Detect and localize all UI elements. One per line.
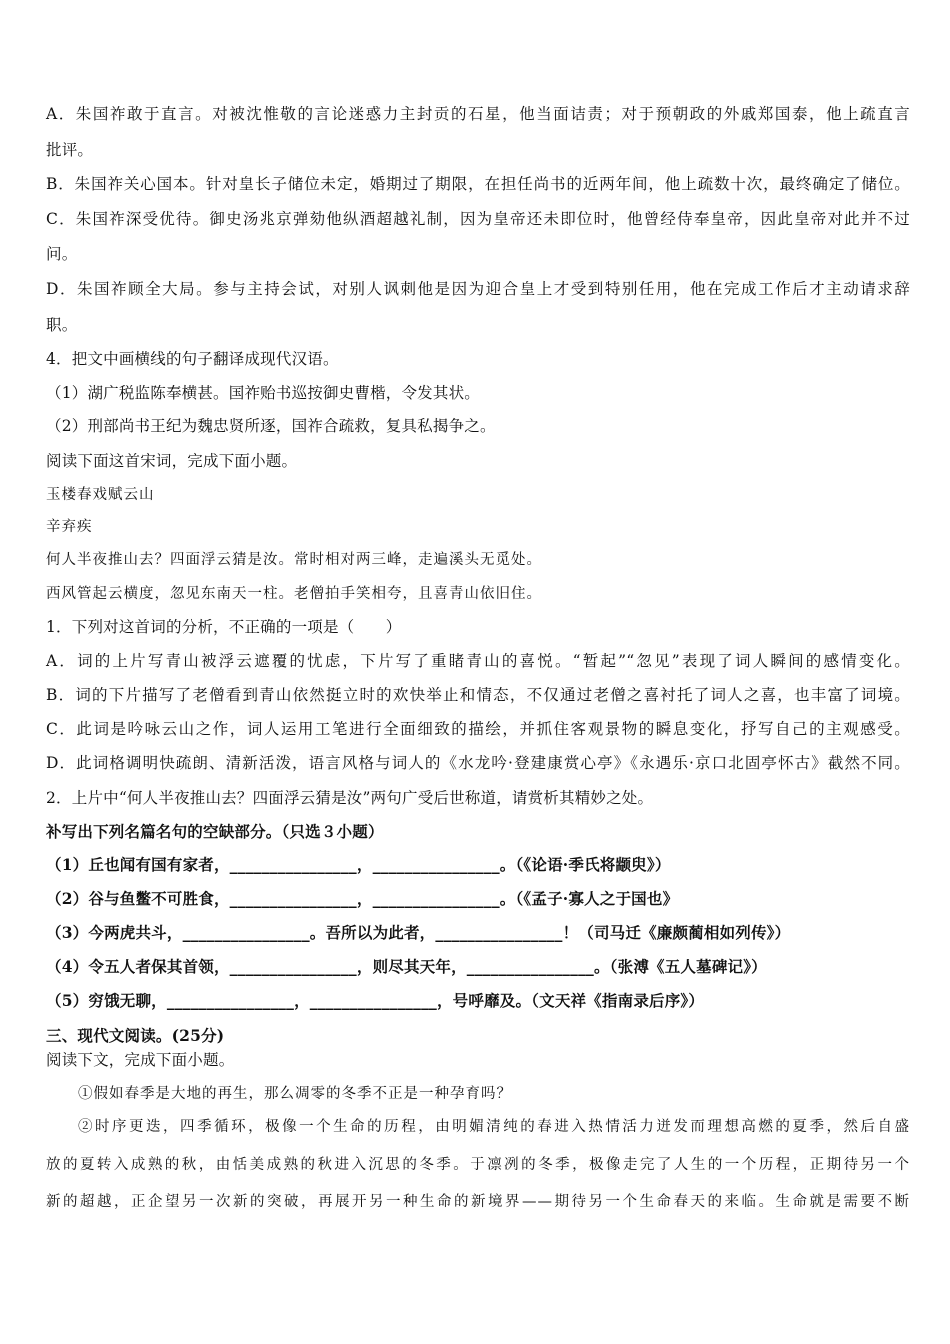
fill-in-item-2: （2）谷与鱼鳖不可胜食，________________，________________。（《孟子·寡人之于国也》	[46, 889, 679, 908]
reading-instruction: 阅读下文，完成下面小题。	[46, 1051, 235, 1069]
question-3-option-d-cont: 职。	[46, 316, 78, 334]
poem-line-1: 何人半夜推山去？四面浮云猜是汝。常时相对两三峰，走遍溪头无觅处。	[46, 552, 542, 568]
fill-in-item-1: （1）丘也闻有国有家者，________________，________________。（《论语·季氏将颛臾》）	[46, 855, 671, 874]
passage-paragraph-1: ①假如春季是大地的再生，那么凋零的冬季不正是一种孕育吗？	[78, 1086, 512, 1102]
fill-in-item-3: （3）今两虎共斗，________________。吾所以为此者，________________！（司马迁《廉颇蔺相如列传》）	[46, 923, 791, 942]
question-3-option-a-cont: 批评。	[46, 141, 94, 159]
question-3-option-c-cont: 问。	[46, 245, 78, 263]
passage-paragraph-2-line-3: 新的超越，正企望另一次新的突破，再展开另一种生命的新境界——期待另一个生命春天的来临。生命就是需要不断	[46, 1194, 910, 1210]
question-3-option-b: B．朱国祚关心国本。针对皇长子储位未定，婚期过了期限，在担任尚书的近两年间，他上疏数十次，最终确定了储位。	[46, 175, 910, 193]
question-4-sentence-2: （2）刑部尚书王纪为魏忠贤所逐，国祚合疏救，复具私揭争之。	[46, 417, 496, 435]
poem-author: 辛弃疾	[46, 519, 93, 535]
section-3-heading: 三、现代文阅读。(25分)	[46, 1026, 225, 1045]
passage-paragraph-2-line-1: ②时序更迭，四季循环，极像一个生命的历程，由明媚清纯的春进入热情活力迸发而理想高燃的夏季，然后自盛	[78, 1119, 910, 1135]
question-4-prompt: 4．把文中画横线的句子翻译成现代汉语。	[46, 350, 339, 368]
question-3-option-d: D．朱国祚顾全大局。参与主持会试，对别人讽刺他是因为迎合皇上才受到特别任用，他在完成工作后才主动请求辞	[46, 280, 910, 298]
poem-question-1: 1．下列对这首词的分析，不正确的一项是（ ）	[46, 618, 402, 636]
poem-line-2: 西风管起云横度，忽见东南天一柱。老僧拍手笑相夸，且喜青山依旧住。	[46, 586, 542, 602]
poem-q1-option-d: D．此词格调明快疏朗、清新活泼，语言风格与词人的《水龙吟·登建康赏心亭》《永遇乐·京口北固亭怀古》截然不同。	[46, 754, 910, 772]
fill-in-item-5: （5）穷饿无聊，________________，________________，号呼靡及。（文天祥《指南录后序》）	[46, 991, 705, 1010]
question-3-option-a: A．朱国祚敢于直言。对被沈惟敬的言论迷惑力主封贡的石星，他当面诘责；对于预朝政的外戚郑国泰，他上疏直言	[46, 105, 910, 123]
fill-in-heading: 补写出下列名篇名句的空缺部分。（只选３小题）	[46, 822, 384, 841]
poem-instruction: 阅读下面这首宋词，完成下面小题。	[46, 452, 298, 470]
question-3-option-c: C．朱国祚深受优待。御史汤兆京弹劾他纵酒超越礼制，因为皇帝还未即位时，他曾经侍奉皇帝，因此皇帝对此并不过	[46, 210, 910, 228]
poem-q1-option-c: C．此词是吟咏云山之作，词人运用工笔进行全面细致的描绘，并抓住客观景物的瞬息变化，抒写自己的主观感受。	[46, 720, 910, 738]
poem-title: 玉楼春戏赋云山	[46, 487, 155, 503]
question-4-sentence-1: （1）湖广税监陈奉横甚。国祚贻书巡按御史曹楷，令发其状。	[46, 384, 480, 402]
passage-paragraph-2-line-2: 放的夏转入成熟的秋，由恬美成熟的秋进入沉思的冬季。于凛冽的冬季，极像走完了人生的一个历程，正期待另一个	[46, 1157, 910, 1173]
fill-in-item-4: （4）令五人者保其首领，________________，则尽其天年，________________。（张溥《五人墓碑记》）	[46, 957, 767, 976]
poem-q1-option-a: A．词的上片写青山被浮云遮覆的忧虑，下片写了重睹青山的喜悦。“暂起”“忽见”表现了词人瞬间的感情变化。	[46, 652, 910, 670]
poem-question-2: 2．上片中“何人半夜推山去？四面浮云猜是汝”两句广受后世称道，请赏析其精妙之处。	[46, 789, 654, 807]
poem-q1-option-b: B．词的下片描写了老僧看到青山依然挺立时的欢快举止和情态，不仅通过老僧之喜衬托了词人之喜，也丰富了词境。	[46, 686, 910, 704]
